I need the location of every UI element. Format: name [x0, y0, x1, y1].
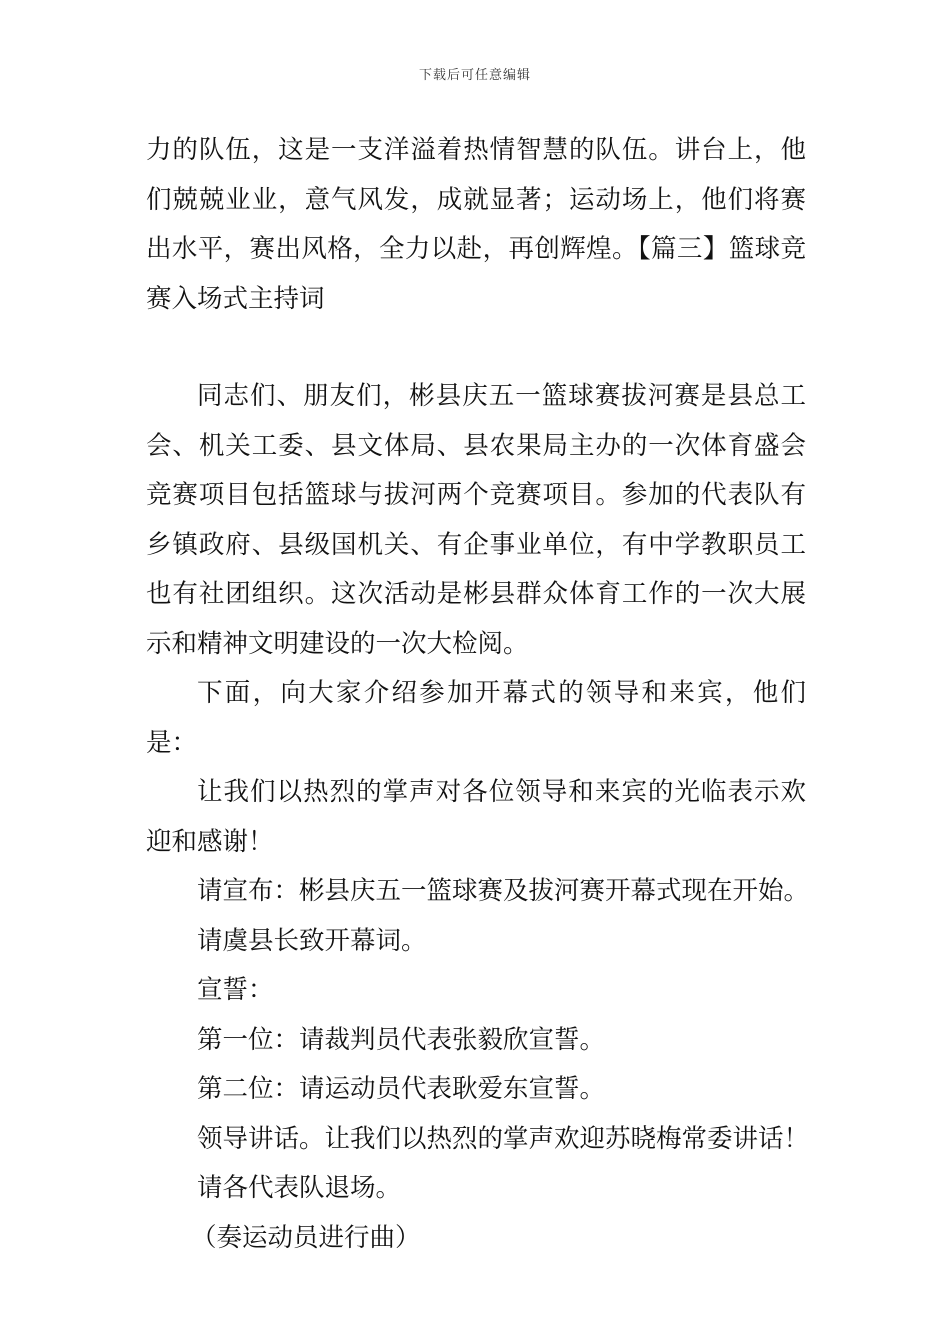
- paragraph-introduce-guests: 下面，向大家介绍参加开幕式的领导和来宾，他们是：: [146, 678, 806, 758]
- line-teams-exit: 请各代表队退场。: [197, 1173, 402, 1203]
- line-oath-heading: 宣誓：: [197, 975, 274, 1005]
- document-body: [146, 126, 810, 1263]
- paragraph-welcome: 让我们以热烈的掌声对各位领导和来宾的光临表示欢迎和感谢！: [146, 777, 806, 857]
- page-header: 下载后可任意编辑: [418, 68, 531, 83]
- line-music-note: （奏运动员进行曲）: [191, 1222, 421, 1253]
- line-leader-speech: 领导讲话。让我们以热烈的掌声欢迎苏晓梅常委讲话！: [197, 1123, 810, 1154]
- line-announce-opening: 请宣布：彬县庆五一篮球赛及拔河赛开幕式现在开始。: [197, 876, 810, 906]
- paragraph-intro-continuation: 力的队伍，这是一支洋溢着热情智慧的队伍。讲台上，他们兢兢业业，意气风发，成就显著；运动场上，他们将赛出水平，赛出风格，全力以赴，再创辉煌。【篇三】篮球竞赛入场式主持词: [146, 135, 806, 314]
- line-athlete-oath: 第二位：请运动员代表耿爱东宣誓。: [197, 1074, 606, 1104]
- line-referee-oath: 第一位：请裁判员代表张毅欣宣誓。: [197, 1024, 606, 1055]
- paragraph-gap: [146, 324, 806, 372]
- line-opening-speech: 请虞县长致开幕词。: [197, 925, 427, 956]
- paragraph-event-description: 同志们、朋友们，彬县庆五一篮球赛拔河赛是县总工会、机关工委、县文体局、县农果局主办的一次体育盛会竞赛项目包括篮球与拔河两个竞赛项目。参加的代表队有乡镇政府、县级国机关、有企事业单位，有中学教职员工也有社团组织。这次活动是彬县群众体育工作的一次大展示和精神文明建设的一次大检阅。: [146, 381, 806, 659]
